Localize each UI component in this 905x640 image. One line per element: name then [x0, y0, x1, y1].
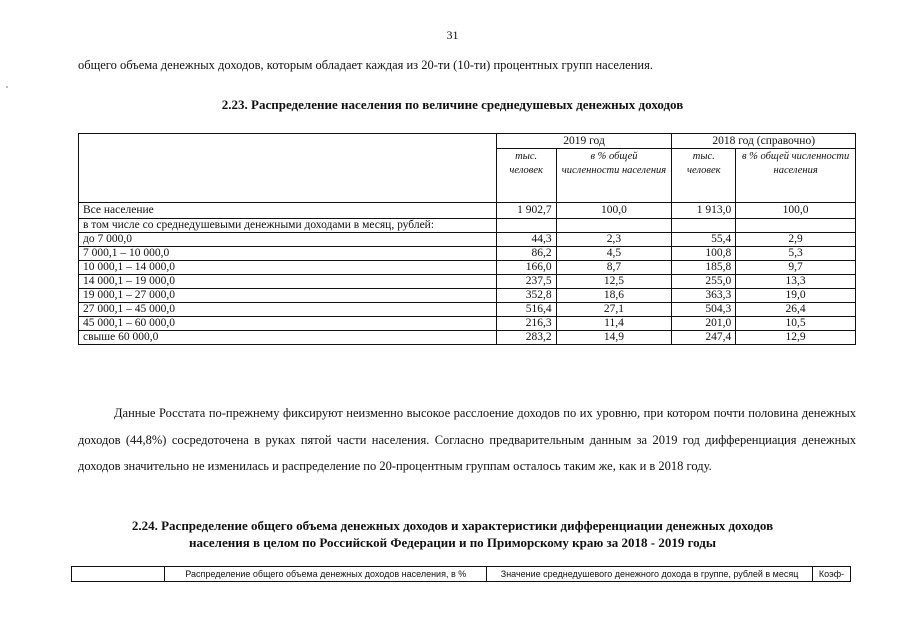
header-year-2019: 2019 год	[496, 134, 672, 149]
header-average-income: Значение среднедушевого денежного дохода в группе, рублей в месяц	[487, 567, 813, 582]
header-percent-2018: в % общей численности населения	[736, 149, 856, 203]
table-header-row	[72, 567, 851, 582]
header-distribution: Распределение общего объема денежных доходов населения, в %	[165, 567, 487, 582]
cell-percent-2019: 27,1	[556, 303, 672, 317]
cell-percent-2018: 9,7	[736, 261, 856, 275]
header-thousand-2018: тыс. человек	[672, 149, 736, 203]
cell-thousand-2019: 237,5	[496, 275, 556, 289]
row-label: 27 000,1 – 45 000,0	[79, 303, 497, 317]
cell-thousand-2019: 352,8	[496, 289, 556, 303]
cell-thousand-2018: 185,8	[672, 261, 736, 275]
body-paragraph	[78, 400, 856, 480]
cell-percent-2019: 8,7	[556, 261, 672, 275]
cell-thousand-2019: 166,0	[496, 261, 556, 275]
table-row	[79, 331, 856, 345]
row-label: 7 000,1 – 10 000,0	[79, 247, 497, 261]
row-label: в том числе со среднедушевыми денежными доходами в месяц, рублей:	[79, 219, 497, 233]
table-row	[79, 317, 856, 331]
table-row-including	[79, 219, 856, 233]
cell-thousand-2019: 86,2	[496, 247, 556, 261]
cell-thousand-2019: 516,4	[496, 303, 556, 317]
row-label: свыше 60 000,0	[79, 331, 497, 345]
header-blank-cell	[79, 134, 497, 203]
cell-thousand-2019: 1 902,7	[496, 203, 556, 219]
header-year-2018: 2018 год (справочно)	[672, 134, 856, 149]
section-title-2-24-line1: 2.24. Распределение общего объема денежных доходов и характеристики дифференциации денежных доходов	[131, 518, 774, 533]
table-row	[79, 261, 856, 275]
row-label: 10 000,1 – 14 000,0	[79, 261, 497, 275]
cell-percent-2018: 100,0	[736, 203, 856, 219]
cell-percent-2019: 11,4	[556, 317, 672, 331]
scan-speck	[6, 86, 8, 88]
cell-percent-2019: 100,0	[556, 203, 672, 219]
cell-thousand-2019: 216,3	[496, 317, 556, 331]
header-percent-2019: в % общей численности населения	[556, 149, 672, 203]
table-row	[79, 275, 856, 289]
cell-thousand-2018: 1 913,0	[672, 203, 736, 219]
cell-thousand-2018: 55,4	[672, 233, 736, 247]
header-thousand-2019: тыс. человек	[496, 149, 556, 203]
section-title-2-24-line2: населения в целом по Российской Федерации и по Приморскому краю за 2018 - 2019 годы	[188, 535, 717, 550]
table-header-years	[79, 134, 856, 149]
row-label: 19 000,1 – 27 000,0	[79, 289, 497, 303]
cell-percent-2018: 19,0	[736, 289, 856, 303]
cell-thousand-2018: 100,8	[672, 247, 736, 261]
row-label: Все население	[79, 203, 497, 219]
row-label: 14 000,1 – 19 000,0	[79, 275, 497, 289]
cell-percent-2018: 10,5	[736, 317, 856, 331]
cell-percent-2018: 5,3	[736, 247, 856, 261]
cell-thousand-2018: 504,3	[672, 303, 736, 317]
cell-percent-2019: 14,9	[556, 331, 672, 345]
cell-percent-2019: 12,5	[556, 275, 672, 289]
cell-percent-2019: 2,3	[556, 233, 672, 247]
page-number: 31	[446, 28, 459, 42]
cell-thousand-2018: 255,0	[672, 275, 736, 289]
cell-percent-2018: 12,9	[736, 331, 856, 345]
cell-thousand-2018: 247,4	[672, 331, 736, 345]
table-row-total	[79, 203, 856, 219]
differentiation-table-header	[71, 566, 851, 582]
row-label: до 7 000,0	[79, 233, 497, 247]
intro-line: общего объема денежных доходов, которым обладает каждая из 20-ти (10-ти) процентных групп населения.	[78, 58, 653, 72]
cell-thousand-2018: 363,3	[672, 289, 736, 303]
cell-percent-2018: 26,4	[736, 303, 856, 317]
income-distribution-table	[78, 133, 856, 345]
table-row	[79, 233, 856, 247]
cell-percent-2019: 4,5	[556, 247, 672, 261]
section-title-2-23: 2.23. Распределение населения по величине среднедушевых денежных доходов	[221, 97, 684, 112]
header-coefficient: Коэф-	[813, 567, 851, 582]
cell-thousand-2019: 44,3	[496, 233, 556, 247]
cell-thousand-2018: 201,0	[672, 317, 736, 331]
table-row	[79, 289, 856, 303]
table-row	[79, 303, 856, 317]
body-paragraph-text: Данные Росстата по-прежнему фиксируют неизменно высокое расслоение доходов по их уровню, при котором почти половина денежных доходов (44,8%) сосредоточена в руках пятой части населения. Согласно предварительным данным за 2019 год дифференциация денежных доходов значительно не изменилась и распределение по 20-процентным группам осталось таким же, как и в 2018 году.	[78, 406, 856, 473]
row-label: 45 000,1 – 60 000,0	[79, 317, 497, 331]
cell-percent-2018: 13,3	[736, 275, 856, 289]
header-blank-cell	[72, 567, 165, 582]
cell-percent-2018: 2,9	[736, 233, 856, 247]
section-title-2-24	[0, 517, 905, 551]
cell-percent-2019: 18,6	[556, 289, 672, 303]
table-row	[79, 247, 856, 261]
cell-thousand-2019: 283,2	[496, 331, 556, 345]
